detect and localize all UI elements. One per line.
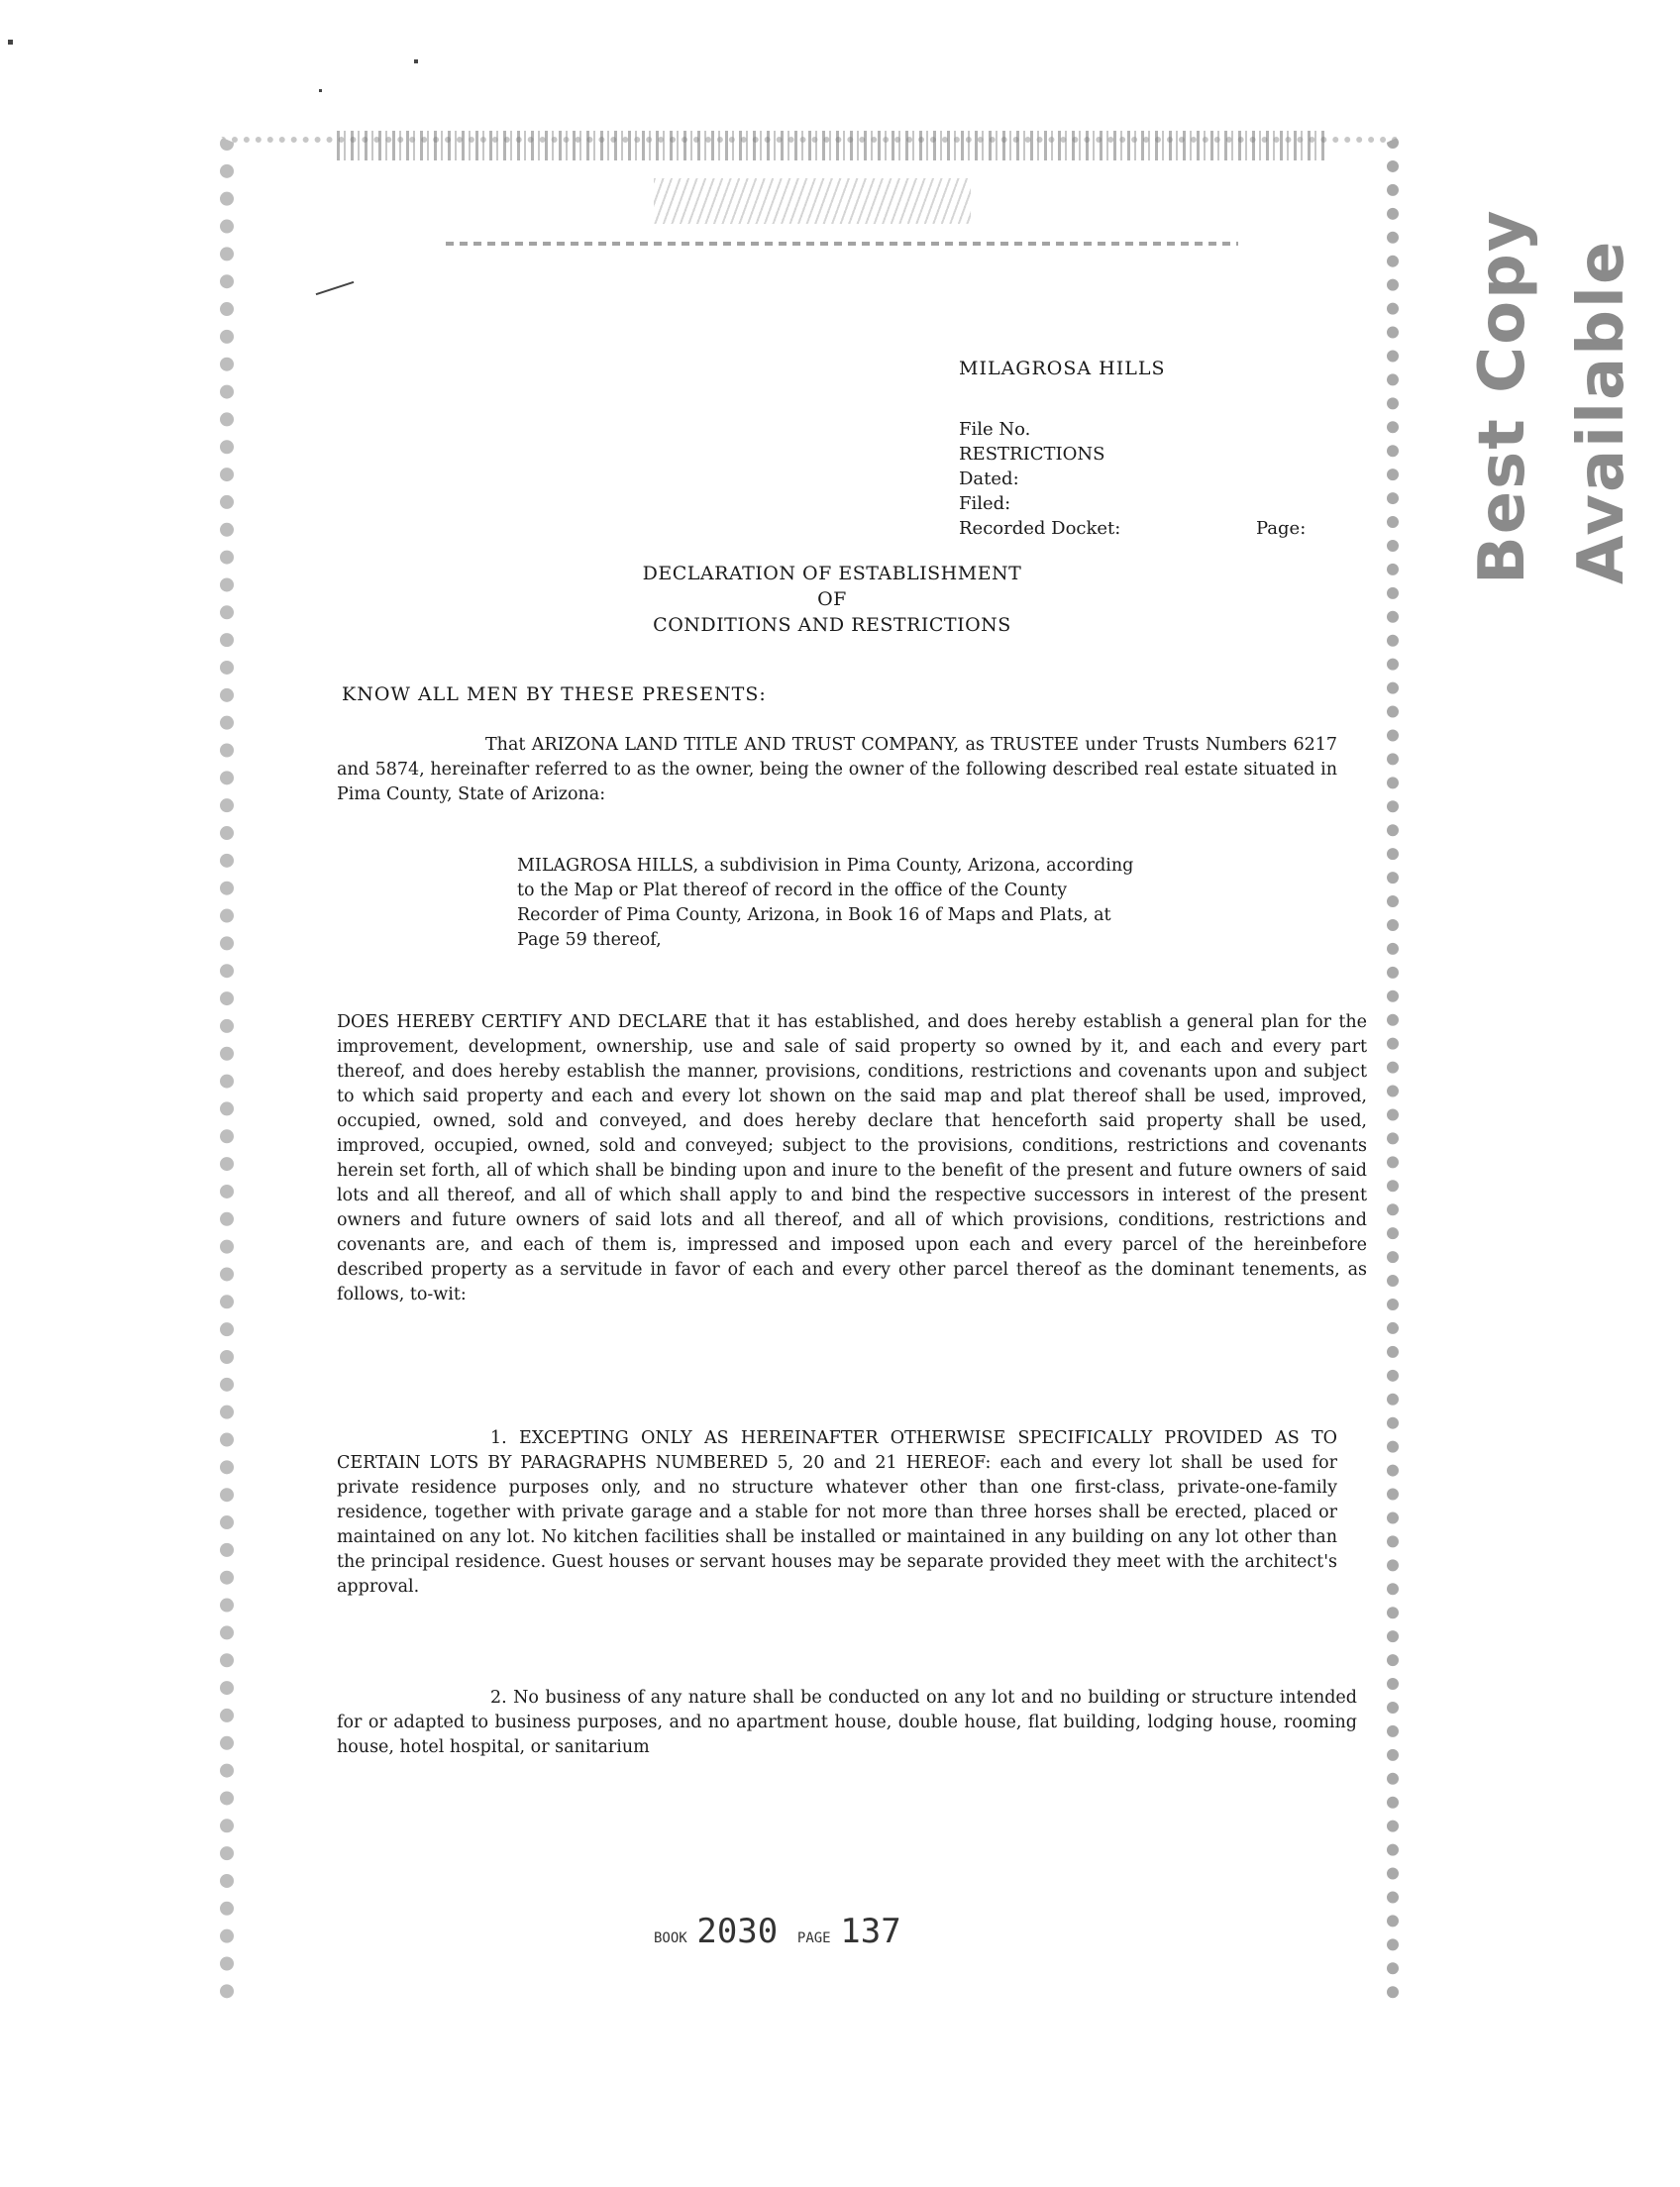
- subdivision-heading: MILAGROSA HILLS: [959, 358, 1166, 379]
- restrictions-label: RESTRICTIONS: [959, 444, 1105, 465]
- file-info-block: [959, 357, 1307, 541]
- scan-speck: [414, 59, 418, 63]
- section-1: 1. EXCEPTING ONLY AS HEREINAFTER OTHERWISE SPECIFICALLY PROVIDED AS TO CERTAIN LOTS BY PARAGRAPHS NUMBERED 5, 20 and 21 HEREOF: each and every lot shall be used for private residence purposes only, and no structure whatever other than one first-class, private-one-family residence, together with private garage and a stable for not more than three horses shall be erected, placed or maintained on any lot. No kitchen facilities shall be installed or maintained in any building on any lot other than the principal residence. Guest houses or servant houses may be separate provided they meet with the architect's approval.: [337, 1428, 1337, 1597]
- filed-label: Filed:: [959, 493, 1011, 514]
- file-no-label: File No.: [959, 419, 1031, 440]
- recorded-docket-label: Recorded Docket:: [959, 518, 1121, 539]
- page-number: 137: [840, 1912, 901, 1951]
- opening-line: KNOW ALL MEN BY THESE PRESENTS:: [342, 683, 767, 705]
- page-number-label: PAGE: [796, 1930, 831, 1946]
- title-line-2: OF: [817, 588, 847, 610]
- owner-paragraph: That ARIZONA LAND TITLE AND TRUST COMPANY, as TRUSTEE under Trusts Numbers 6217 and 5874, hereinafter referred to as the owner, being the owner of the following described real estate situated in Pima County, State of Arizona:: [337, 735, 1337, 804]
- scan-speck: [319, 89, 322, 92]
- book-label: BOOK: [654, 1930, 687, 1946]
- declaration-paragraph: DOES HEREBY CERTIFY AND DECLARE that it has established, and does hereby establish a general plan for the improvement, development, ownership, use and sale of said property so owned by it, and each and every part thereof, and does hereby establish the manner, provisions, conditions, restrictions and covenants upon and subject to which said property and each and every lot shown on the said map and plat thereof shall be used, improved, occupied, owned, sold and conveyed, and does hereby declare that henceforth said property shall be used, improved, occupied, owned, sold and conveyed; subject to the provisions, conditions, restrictions and covenants herein set forth, all of which shall be binding upon and inure to the benefit of the present and future owners of said lots and all thereof, and all of which shall apply to and bind the respective successors in interest of the present owners and future owners of said lots and all thereof, and all of which provisions, conditions, restrictions and covenants are, and each of them is, impressed and imposed upon each and every parcel of the hereinbefore described property as a servitude in favor of each and every other parcel thereof as the dominant tenements, as follows, to-wit:: [337, 1012, 1367, 1304]
- title-line-3: CONDITIONS AND RESTRICTIONS: [653, 614, 1011, 636]
- stamp-line-1: Best Copy: [1466, 208, 1539, 584]
- dated-label: Dated:: [959, 469, 1019, 489]
- illegible-header-seal: [654, 178, 971, 224]
- page-label: Page:: [1256, 518, 1307, 539]
- book-page-footer: [654, 1912, 901, 1951]
- illegible-header-stamp: [337, 131, 1327, 160]
- title-line-1: DECLARATION OF ESTABLISHMENT: [642, 563, 1022, 584]
- book-number: 2030: [696, 1912, 779, 1951]
- section-2: 2. No business of any nature shall be conducted on any lot and no building or structure intended for or adapted to business purposes, and no apartment house, double house, flat building, lodging house, rooming house, hotel hospital, or sanitarium: [337, 1688, 1357, 1757]
- best-copy-available-stamp: [1456, 208, 1654, 604]
- scan-speck: [8, 40, 13, 45]
- header-divider: [446, 242, 1238, 246]
- legal-description: MILAGROSA HILLS, a subdivision in Pima County, Arizona, according to the Map or Plat thereof of record in the office of the County Recorder of Pima County, Arizona, in Book 16 of Maps and Plats, at Page 59 thereof,: [517, 856, 1134, 950]
- stamp-line-2: Available: [1565, 239, 1638, 584]
- document-title: [555, 561, 1109, 638]
